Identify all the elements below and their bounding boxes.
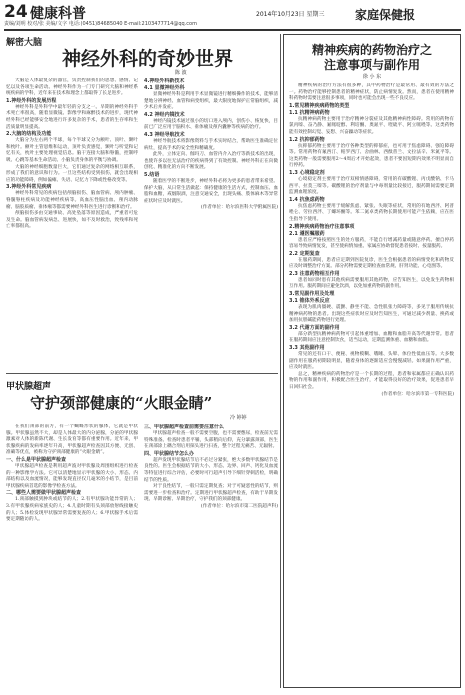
paragraph: 神经外科常见的疾病包括颅脑损伤、脑血管病、颅内肿瘤、脊髓脊柱疾病及功能神经疾病等。高血压性脑出血、颅内动脉瘤、脑胶质瘤、垂体瘤等都需要神经外科医生进行诊断和治疗。: [6, 191, 138, 210]
subheading: 2.3 注意药物相互作用: [289, 270, 340, 277]
editor-hotline: 责编/刘明 校对/张 美编/文字 电话:(0451)84685040 E-mail:2103477714@qq.com: [4, 21, 197, 27]
paragraph: 神经导航技术将影像资料与手术实时结合，帮助医生准确定位病灶，提高手术的安全性和精确度。: [144, 138, 278, 151]
article1-kicker: 解密大脑: [6, 38, 43, 48]
subheading: 3.常见副作用及处理: [289, 291, 335, 298]
article1-col-1: [6, 78, 138, 370]
subheading: 1.2 抗抑郁药物: [289, 136, 325, 143]
subheading: 4.3 神经导航技术: [144, 131, 185, 138]
paragraph: 甲状腺超声检查一般不需要空腹，也不需要憋尿，检查前无需特殊准备。检查时患者平躺，头部稍向后仰，充分暴露颈部，医生在颈部涂上耦合剂后用探头进行扫查，整个过程无痛苦、无辐射。: [144, 431, 278, 450]
paragraph: 总之，精神疾病的药物治疗是一个长期的过程，患者和家属都应正确认识药物的作用和副作用，积极配合医生治疗，才能取得良好的治疗效果，促进患者早日回归社会。: [289, 371, 454, 390]
paragraph: 对于良性结节，一般只需定期复查；对于可疑恶性的结节，则需要进一步检查和治疗。定期进行甲状腺超声检查，有助于早期发现、早期诊断、早期治疗，守护我们的颈部健康。: [144, 484, 278, 503]
paragraph: 此外，立体定向、伽玛刀、血管内介入治疗等新技术的出现，也使许多以往无法治疗的疾病得到了有效控制。神经外科正在向微创化、精准化的方向不断发展。: [144, 152, 278, 171]
paragraph: 抗精神病药物主要用于治疗精神分裂症及其他精神病性障碍。常用的药物有氯丙嗪、奋乃静、氟哌啶醇、利培酮、奥氮平、喹硫平、阿立哌唑等。这类药物能有效控制幻觉、妄想、兴奋躁动等症状。: [289, 116, 454, 135]
sidebar-body: [289, 83, 454, 683]
article2-kicker: 甲状腺超声: [6, 382, 52, 392]
page-number: 24: [4, 2, 28, 22]
paragraph: 患者如同时患有其他疾病需要服用其他药物，应告知医生，以免发生药物相互作用。服药期间应避免饮酒，以免加重药物的副作用。: [289, 277, 454, 290]
article2-col-1: [6, 424, 138, 688]
paragraph: 部分新型抗精神病药物可引起体重增加、血糖和血脂升高等代谢异常。患者在服药期间应注意控制饮食，适当运动，定期监测体重、血糖和血脂。: [289, 331, 454, 344]
article2-title: 守护颈部健康的“火眼金睛”: [30, 394, 213, 412]
subheading: 3.3 其他副作用: [289, 345, 325, 352]
subheading: 1.1 抗精神病药物: [289, 109, 330, 116]
subheading: 1.3 心境稳定剂: [289, 169, 325, 176]
subheading: 2.大脑的结构及功能: [6, 131, 52, 138]
subheading: 4.神经外科新技术: [144, 78, 185, 84]
column-divider: [280, 34, 281, 688]
subheading: 一、什么是甲状腺超声检查: [6, 456, 67, 463]
subheading: 2.精神疾病药物治疗注意事项: [289, 223, 355, 230]
paragraph: 表现为肌肉僵硬、震颤、静坐不能、急性肌张力障碍等，多见于服用传统抗精神病药物的患者。出现这些症状时应及时告知医生，可通过减少剂量、换药或加用抗胆碱能药物进行处理。: [289, 305, 454, 324]
paragraph: 随着医学的不断进步，神经外科必将为更多的患者带来希望。保护大脑，从日常生活做起：保持健康的生活方式，控制血压、血脂和血糖，戒烟限酒，注意交通安全，出现头痛、肢体麻木等异常症状时应及时就医。: [144, 178, 278, 204]
issue-date: 2014年10月23日 星期三: [256, 11, 325, 18]
subheading: 2.2 定期复查: [289, 250, 320, 257]
sidebar-article: [283, 34, 461, 688]
paragraph: 抗焦虑药物主要用于缓解焦虑、紧张、失眠等症状，常用的有地西泮、阿普唑仑、劳拉西泮、丁螺环酮等。苯二氮卓类药物长期使用可能产生依赖，应在医生指导下使用。: [289, 203, 454, 222]
article2-col-2: [144, 424, 278, 688]
paragraph: 显微神经外科是利用手术显微镜进行精细操作的技术，能够清楚地分辨神经、血管和病变组织，最大限度地保护正常脑组织，减少术后并发症。: [144, 92, 278, 111]
sidebar-author: 徐 小 东: [362, 74, 382, 80]
paragraph: 1.颈部触摸到肿块或结节的人；2.有甲状腺功能异常的人；3.有甲状腺疾病家族史的人；4.儿童时期有头颈部放射线接触史的人；5.体检发现甲状腺异常需要复查的人；6.甲状腺手术后需要定期随访的人。: [6, 497, 138, 523]
article2-byline: (作者单位：哈尔滨市第二医院超声科): [200, 503, 278, 509]
paragraph: 甲状腺超声检查是利用超声波对甲状腺及周围组织进行检查的一种影像学方法。它可以清楚地显示甲状腺的大小、形态、内部结构以及血流情况，能够发现直径仅几毫米的小结节，是目前甲状腺疾病首选的影像学检查方法。: [6, 463, 138, 489]
subheading: 1.4 抗焦虑药物: [289, 196, 325, 203]
subheading: 三、甲状腺超声检查前需要注意什么: [144, 424, 225, 430]
paragraph: 大脑的神经细胞数量巨大，它们通过复杂的网络相互联系，形成了我们的意识和行为。一旦这些结构受到损伤，就会出现相应的功能障碍，例如偏瘫、失语、记忆力下降或性格改变等。: [6, 164, 138, 183]
subheading: 5.结语: [144, 171, 160, 178]
paper-name: 健康科普: [30, 6, 86, 22]
article1-byline: (作者单位：哈尔滨医科大学附属医院): [200, 205, 278, 211]
subheading: 3.2 代谢方面的副作用: [289, 324, 340, 331]
article1-col-2: [144, 78, 278, 370]
subheading: 4.2 神经内镜技术: [144, 111, 185, 118]
sidebar-title-line-2: 注意事项与副作用: [323, 58, 420, 72]
subheading: 1.神经外科的发展历程: [6, 97, 57, 104]
paragraph: 抗抑郁药物主要用于治疗各种类型的抑郁症，也可用于焦虑障碍、强迫障碍等。常用药物有氟西汀、帕罗西汀、舍曲林、西酞普兰、文拉法辛、米氮平等。这类药物一般需要服用2～4周后才开始起效，患者不要因短期内效果不明显而自行停药。: [289, 143, 454, 169]
paragraph: 在我们颈部的前方，有一个蝴蝶形状的腺体，它就是甲状腺。甲状腺虽然不大，却是人体最大的内分泌腺，分泌的甲状腺激素对人体的新陈代谢、生长发育等都有重要作用。近年来，甲状腺疾病的发病率逐年升高，甲状腺超声检查因其方便、无创、准确等优点，被称为守护颈部健康的“火眼金睛”。: [6, 424, 138, 456]
paragraph: 在服药期间，患者应定期到医院复诊，医生会根据患者的病情变化和药物反应及时调整治疗方案。部分药物需要定期检查血常规、肝肾功能、心电图等。: [289, 257, 454, 270]
paragraph: 心境稳定剂主要用于治疗双相情感障碍，常用的有碳酸锂、丙戊酸钠、卡马西平、拉莫三嗪等。碳酸锂的治疗剂量与中毒剂量比较接近，服药期间需要定期监测血锂浓度。: [289, 176, 454, 196]
paragraph: 神经内镜技术通过很小的切口进入颅内，创伤小、恢复快，目前已广泛应用于脑积水、垂体瘤及颅内囊肿等疾病的治疗。: [144, 118, 278, 131]
sidebar-title-line-1: 精神疾病的药物治疗之: [311, 43, 432, 57]
subheading: 二、哪些人需要做甲状腺超声检查: [6, 490, 82, 497]
subheading: 四、甲状腺结节怎么办: [144, 450, 195, 457]
paragraph: 患者应严格按照医生的处方服药，不能自行增减药量或随意停药。擅自停药容易导致病情复发，甚至使病情加重。家属应协助督促患者按时、按量服药。: [289, 237, 454, 250]
article1-title: 神经外科的奇妙世界: [62, 48, 234, 70]
article2-author: 冷 婷婷: [230, 415, 247, 421]
paragraph: 大脑是人体最复杂的器官，负责控制我们的思想、感情、记忆以及各项生命活动。神经外科作为一门专门研究大脑和神经系统疾病的学科，近年来在技术和理念上都取得了长足进步。: [6, 78, 138, 97]
paragraph: 精神疾病的治疗方法有很多种，其中药物治疗是最常用、最有效的方法之一。药物治疗能够控制患者的精神症状，防止病情复发。然而，患者在使用精神科药物时需要注意很多事项，同时也可能会出现一些不良反应。: [289, 83, 454, 102]
paragraph: 神经外科是外科学中最年轻的分支之一。早期的神经外科手术死亡率很高，随着显微镜、影像学和麻醉技术的进步，现代神经外科已经能够安全地进行许多复杂的手术，患者的生存率和生活质量明显提高。: [6, 104, 138, 130]
article-divider: [6, 373, 278, 374]
article1-author: 陈 波: [175, 70, 187, 76]
section-title: 家庭保健报: [355, 8, 416, 22]
subheading: 3.神经外科常见疾病: [6, 184, 52, 191]
subheading: 3.1 锥体外系反应: [289, 298, 330, 305]
subheading: 2.1 遵医嘱服药: [289, 230, 325, 237]
page-header: [0, 0, 465, 30]
subheading: 4.1 显微神经外科: [144, 85, 185, 91]
header-rule: [4, 29, 461, 31]
paragraph: 大脑分为左右两个半球，每个半球又分为额叶、顶叶、颞叶和枕叶。额叶主管思维和运动，顶叶负责感觉，颞叶与听觉和记忆有关，枕叶主要处理视觉信息。脑干连接大脑和脊髓，控制呼吸、心跳等基本生命活动。小脑负责身体的平衡与协调。: [6, 138, 138, 163]
paragraph: 超声发现甲状腺结节后不必过分紧张，绝大多数甲状腺结节是良性的。医生会根据结节的大小、形态、边界、回声、钙化及血流等特征进行综合评估，必要时可行超声引导下细针穿刺活检，明确结节的性质。: [144, 457, 278, 483]
sidebar-byline: (作者单位：哈尔滨市第一专科医院): [381, 391, 454, 397]
paragraph: 常见的还有口干、便秘、视物模糊、嗜睡、头晕、体位性低血压等。大多数副作用在服药初期较明显，随着身体的逐渐适应会慢慢减轻。如果副作用严重，应及时就医。: [289, 352, 454, 371]
subheading: 1.常见精神疾病药物的类型: [289, 102, 350, 109]
paragraph: 颅脑损伤多由交通事故、高处坠落等原因造成，严重者可危及生命。脑血管病发病急、进展快，如不及时救治，致残率和死亡率都很高。: [6, 211, 138, 230]
